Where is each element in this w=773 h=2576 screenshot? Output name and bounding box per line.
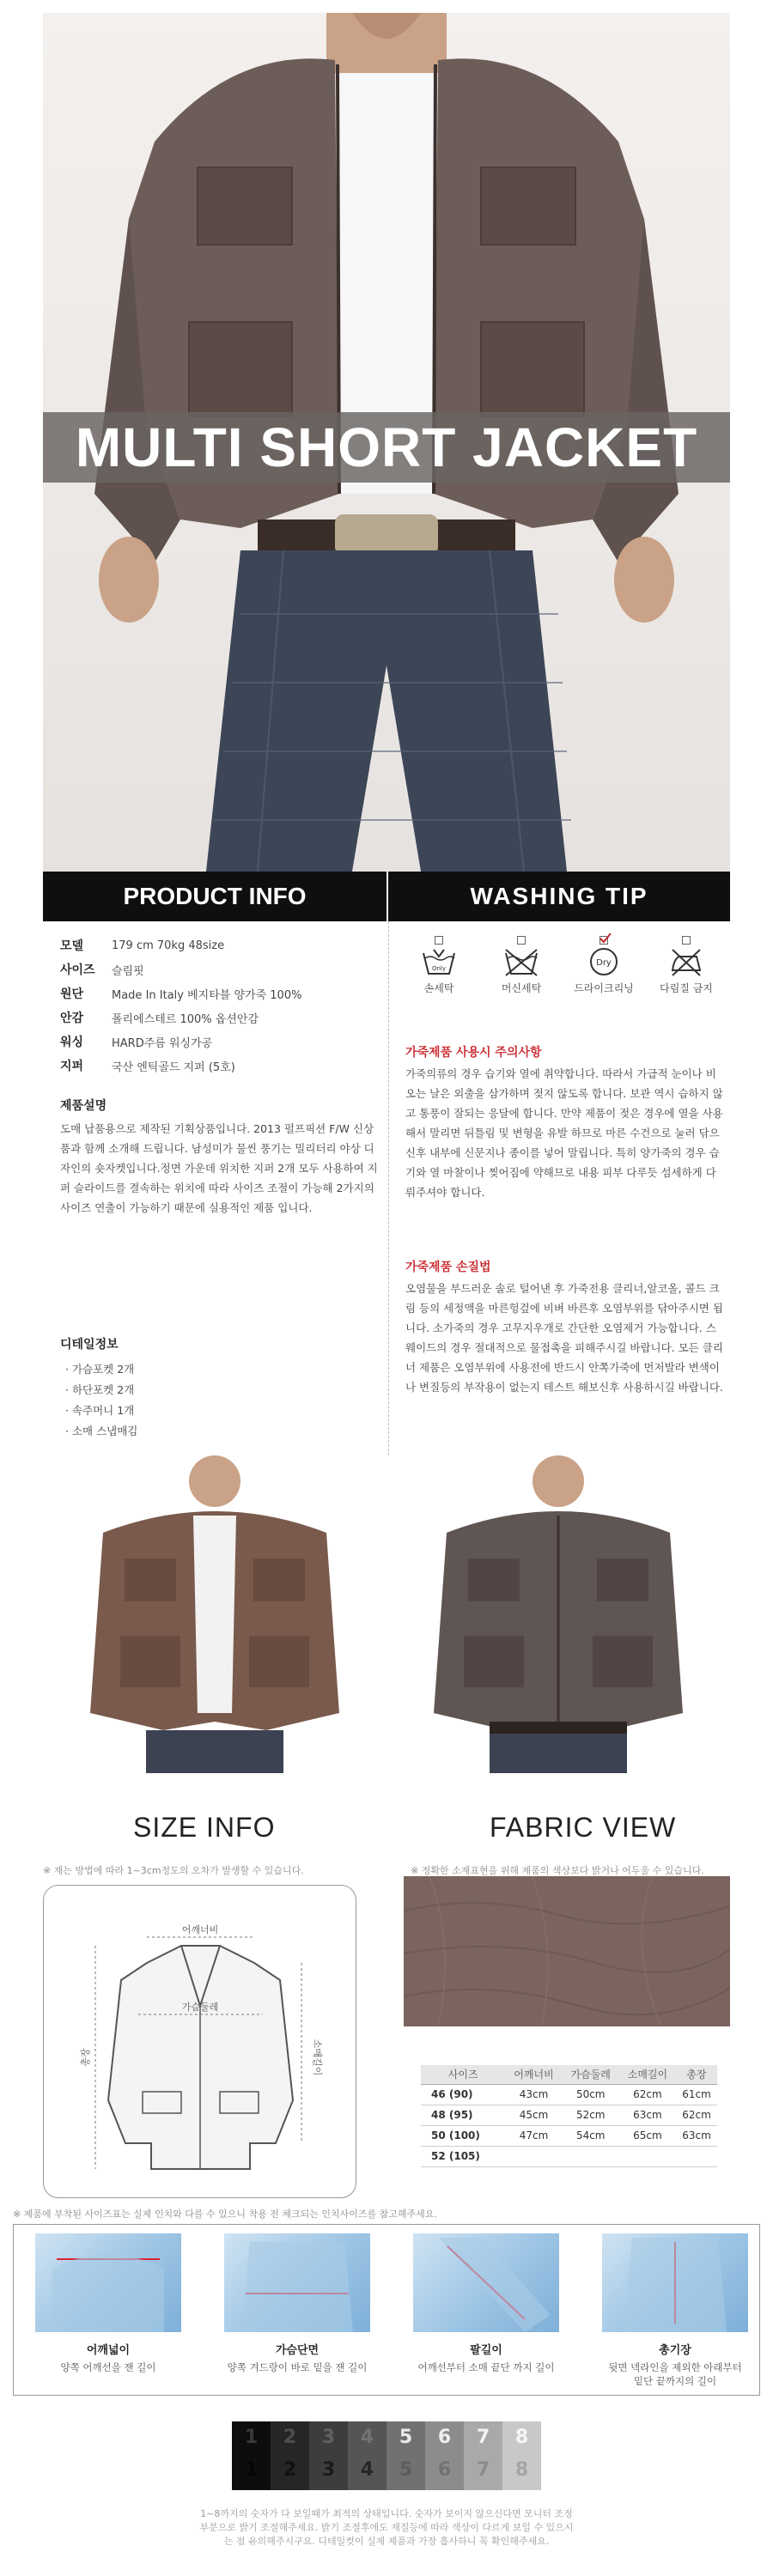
hand-wash-icon	[420, 946, 458, 977]
scale-cell	[502, 2421, 541, 2490]
spec-value: 슬림핏	[112, 964, 144, 978]
scale-cell	[348, 2421, 386, 2490]
no-iron-icon	[667, 946, 705, 977]
fabric-view-note: ※ 정확한 소재표현을 위해 제품의 색상보다 밝거나 어두울 수 있습니다.	[411, 1865, 704, 1876]
wash-item-dry	[569, 936, 639, 995]
length-label: 총장	[80, 2048, 91, 2067]
care-text: 오염물을 부드러운 솔로 털어낸 후 가죽전용 클리너,알코올, 콜드 크림 등의 세정액을 마른헝겊에 비벼 바른후 오염부위를 닦아주시면 됩니다. 소가죽의 경우 고무지우개로 간단한 오염제거 가능합니다. 스웨이드의 경우 절대적으로 물접촉을 피해주시길 바랍니다. 모든 클리너 제품은 오염부위에 사용전에 반드시 안쪽가죽에 먼저발라 변색이나 변질등의 부작용이 없는지 테스트 해보신후 사용하시길 바랍니다.	[405, 1282, 723, 1394]
measure-item-shoulder	[35, 2233, 181, 2374]
scale-number-bottom: 2	[283, 2459, 297, 2481]
measure-note: ※ 제품에 부착된 사이즈표는 실제 인치와 다를 수 있으니 착용 전 체크되는 인치사이즈를 참고해주세요.	[13, 2208, 437, 2220]
measure-photo	[224, 2233, 370, 2332]
hero-banner	[43, 13, 730, 872]
washing-tip-header: WASHING TIP	[386, 872, 730, 921]
dry-clean-icon	[585, 946, 623, 977]
wash-item-machine	[486, 936, 557, 995]
measure-desc: 어깨선부터 소매 끝단 까지 길이	[417, 2361, 555, 2373]
wash-label: 손세탁	[423, 982, 454, 994]
measure-item-sleeve	[413, 2233, 559, 2374]
spec-row	[60, 1005, 378, 1030]
scale-cell	[232, 2421, 271, 2490]
scale-number-bottom: 5	[399, 2459, 413, 2481]
product-info-header: PRODUCT INFO	[43, 872, 386, 921]
measure-photo	[413, 2233, 559, 2332]
sleeve-label: 소매길이	[312, 2038, 323, 2076]
shoulder-col-header: 어깨너비	[505, 2065, 562, 2084]
spec-value: 폴리에스테르 100% 옵션안감	[112, 1012, 259, 1026]
size-col-header: 사이즈	[421, 2065, 505, 2084]
caution-title: 가죽제품 사용시 주의사항	[405, 1046, 542, 1060]
photo-front-open	[43, 1455, 386, 1773]
product-title: MULTI SHORT JACKET	[75, 416, 698, 478]
scale-number-bottom: 6	[437, 2459, 452, 2481]
checkbox-icon	[600, 936, 608, 945]
scale-number-bottom: 1	[244, 2459, 259, 2481]
table-cell	[676, 2146, 717, 2166]
detail-photos	[43, 1455, 730, 1773]
size-cell: 48 (95)	[421, 2105, 505, 2125]
table-cell: 50cm	[563, 2084, 619, 2105]
table-row	[421, 2105, 717, 2125]
photo-front-closed	[386, 1455, 730, 1773]
detail-item: · 하단포켓 2개	[65, 1383, 135, 1396]
spec-value: 국산 엔틱골드 지퍼 (5호)	[112, 1060, 235, 1074]
measure-title: 총기장	[659, 2344, 691, 2357]
measure-title: 어깨넓이	[86, 2344, 131, 2357]
spec-key: 안감	[60, 1012, 84, 1025]
measure-title: 가슴단면	[275, 2344, 320, 2357]
detail-item: · 속주머니 1개	[65, 1404, 135, 1417]
detail-item: · 소매 스냅매김	[65, 1425, 138, 1437]
size-diagram-box	[43, 1885, 356, 2198]
measure-title: 팔길이	[470, 2344, 502, 2357]
fabric-swatch	[404, 1876, 730, 2026]
svg-text:Dry: Dry	[596, 958, 612, 968]
leather-texture	[404, 1876, 730, 2026]
checkbox-icon	[682, 936, 691, 945]
size-cell: 50 (100)	[421, 2125, 505, 2146]
table-cell: 62cm	[619, 2084, 676, 2105]
sleeve-col-header: 소매길이	[619, 2065, 676, 2084]
section-divider	[388, 921, 389, 1455]
table-cell: 52cm	[563, 2105, 619, 2125]
checkbox-icon	[435, 936, 443, 945]
table-cell: 63cm	[619, 2105, 676, 2125]
sleeve-measure-icon	[413, 2233, 559, 2332]
scale-number-bottom: 3	[321, 2459, 336, 2481]
table-row	[421, 2084, 717, 2105]
spec-key: 원단	[60, 987, 84, 1001]
measure-guide	[13, 2224, 760, 2396]
table-cell: 65cm	[619, 2125, 676, 2146]
chest-measure-icon	[224, 2233, 370, 2332]
shoulder-label: 어깨너비	[181, 1924, 219, 1935]
scale-number-top: 2	[283, 2427, 297, 2448]
table-cell	[619, 2146, 676, 2166]
scale-cell	[464, 2421, 502, 2490]
svg-text:Only: Only	[431, 965, 447, 972]
scale-number-top: 7	[476, 2427, 490, 2448]
spec-value: Made In Italy 베지타블 양가죽 100%	[112, 988, 302, 1002]
jacket-photo-1	[43, 1455, 386, 1773]
check-mark-icon	[600, 933, 612, 944]
spec-row	[60, 1054, 378, 1078]
scale-number-top: 1	[244, 2427, 259, 2448]
size-info-note: ※ 재는 방법에 따라 1~3cm정도의 오차가 발생할 수 있습니다.	[43, 1865, 304, 1876]
wash-item-hand	[404, 936, 474, 995]
jacket-size-diagram	[44, 1886, 357, 2199]
description-title: 제품설명	[60, 1099, 107, 1113]
table-row	[421, 2125, 717, 2146]
detail-list	[65, 1359, 137, 1442]
spec-table	[60, 933, 378, 1078]
scale-number-bottom: 7	[476, 2459, 490, 2481]
measure-desc: 뒷면 넥라인을 제외한 아래부터 밑단 끝까지의 길이	[608, 2361, 742, 2387]
table-cell: 62cm	[676, 2105, 717, 2125]
measure-photo	[35, 2233, 181, 2332]
size-cell: 52 (105)	[421, 2146, 505, 2166]
detail-title: 디테일정보	[60, 1338, 119, 1352]
scale-number-top: 8	[514, 2427, 529, 2448]
scale-number-bottom: 4	[360, 2459, 374, 2481]
brightness-scale	[232, 2421, 541, 2490]
measure-desc: 양쪽 겨드랑이 바로 밑을 잰 길이	[227, 2361, 368, 2373]
measure-item-length	[602, 2233, 748, 2388]
scale-number-top: 4	[360, 2427, 374, 2448]
spec-row	[60, 933, 378, 957]
spec-key: 지퍼	[60, 1060, 84, 1073]
table-row	[421, 2146, 717, 2166]
scale-cell	[309, 2421, 348, 2490]
chest-col-header: 가슴둘레	[563, 2065, 619, 2084]
table-cell: 54cm	[563, 2125, 619, 2146]
shoulder-measure-icon	[35, 2233, 181, 2332]
spec-key: 사이즈	[60, 963, 95, 977]
size-table	[421, 2065, 717, 2167]
scale-cell	[271, 2421, 309, 2490]
wash-label: 머신세탁	[501, 982, 542, 994]
spec-row	[60, 1030, 378, 1054]
spec-row	[60, 957, 378, 981]
size-table-header	[421, 2065, 717, 2084]
jacket-photo-2	[386, 1455, 730, 1773]
size-cell: 46 (90)	[421, 2084, 505, 2105]
spec-key: 워싱	[60, 1036, 84, 1049]
table-cell	[505, 2146, 562, 2166]
wash-label: 다림질 금지	[660, 982, 713, 994]
table-cell	[563, 2146, 619, 2166]
measure-photo	[602, 2233, 748, 2332]
info-section	[43, 872, 730, 1455]
wash-item-iron	[651, 936, 721, 995]
scale-number-bottom: 8	[514, 2459, 529, 2481]
care-title: 가죽제품 손질법	[405, 1261, 491, 1274]
spec-value: 179 cm 70kg 48size	[112, 939, 225, 952]
footer-note: 1~8까지의 숫자가 다 보일때가 최적의 상태입니다. 숫자가 보이지 않으신다면 모니터 조정부분으로 밝기 조절해주세요. 밝기 조절후에도 재질등에 따라 색상이 다르게 보일 수 있으시는 점 유의해주시구요. 디테일컷이 실제 제품과 가장 흡사하니 꼭 확인해주세요.	[199, 2508, 574, 2547]
measure-item-chest	[224, 2233, 370, 2374]
spec-row	[60, 981, 378, 1005]
wash-label: 드라이크리닝	[574, 982, 634, 994]
caution-text: 가죽의류의 경우 습기와 열에 취약합니다. 따라서 가급적 눈이나 비오는 날은 외출을 삼가하며 젖지 않도록 합니다. 보관 역시 습하지 않고 통풍이 잘되는 응달에 합니다. 만약 제품이 젖은 경우에 열을 사용해서 말리면 뒤틀림 및 변형을 유발 하므로 마른 수건으로 눌러 닦으신후 내부에 신문지나 종이를 넣어 말립니다. 특히 양가죽의 경우 습기와 열 마찰이나 찢어짐에 약해므로 내용 피부 다루듯 섬세하게 다뤄주셔야 합니다.	[405, 1067, 723, 1199]
scale-number-top: 5	[399, 2427, 413, 2448]
chest-label: 가슴둘레	[181, 2002, 219, 2013]
measure-desc: 양쪽 어깨선을 잰 길이	[60, 2361, 156, 2373]
scale-number-top: 6	[437, 2427, 452, 2448]
washing-icons	[404, 936, 721, 995]
table-cell: 47cm	[505, 2125, 562, 2146]
spec-value: HARD주름 워싱가공	[112, 1036, 213, 1050]
detail-item: · 가슴포켓 2개	[65, 1363, 135, 1376]
size-info-title: SIZE INFO	[133, 1812, 276, 1843]
length-measure-icon	[602, 2233, 748, 2332]
machine-wash-icon	[502, 946, 540, 977]
spec-key: 모델	[60, 939, 84, 953]
fabric-view-title: FABRIC VIEW	[490, 1812, 677, 1843]
description-text: 도매 납품용으로 제작된 기획상품입니다. 2013 펄프픽션 F/W 신상품과 함께 소개해 드립니다. 남성미가 물씬 풍기는 밀리터리 야상 디자인의 숏자켓입니다.정면 가운데 위치한 지퍼 2개 모두 사용하여 지퍼 슬라이드를 결속하는 위치에 따라 사이즈 조절이 가능해 2가지의 사이즈 연출이 가능하기 때문에 실용적인 제품 입니다.	[60, 1122, 378, 1214]
table-cell: 45cm	[505, 2105, 562, 2125]
table-cell: 63cm	[676, 2125, 717, 2146]
table-cell: 61cm	[676, 2084, 717, 2105]
scale-number-top: 3	[321, 2427, 336, 2448]
scale-cell	[386, 2421, 425, 2490]
table-cell: 43cm	[505, 2084, 562, 2105]
length-col-header: 총장	[676, 2065, 717, 2084]
checkbox-icon	[517, 936, 526, 945]
scale-cell	[425, 2421, 464, 2490]
